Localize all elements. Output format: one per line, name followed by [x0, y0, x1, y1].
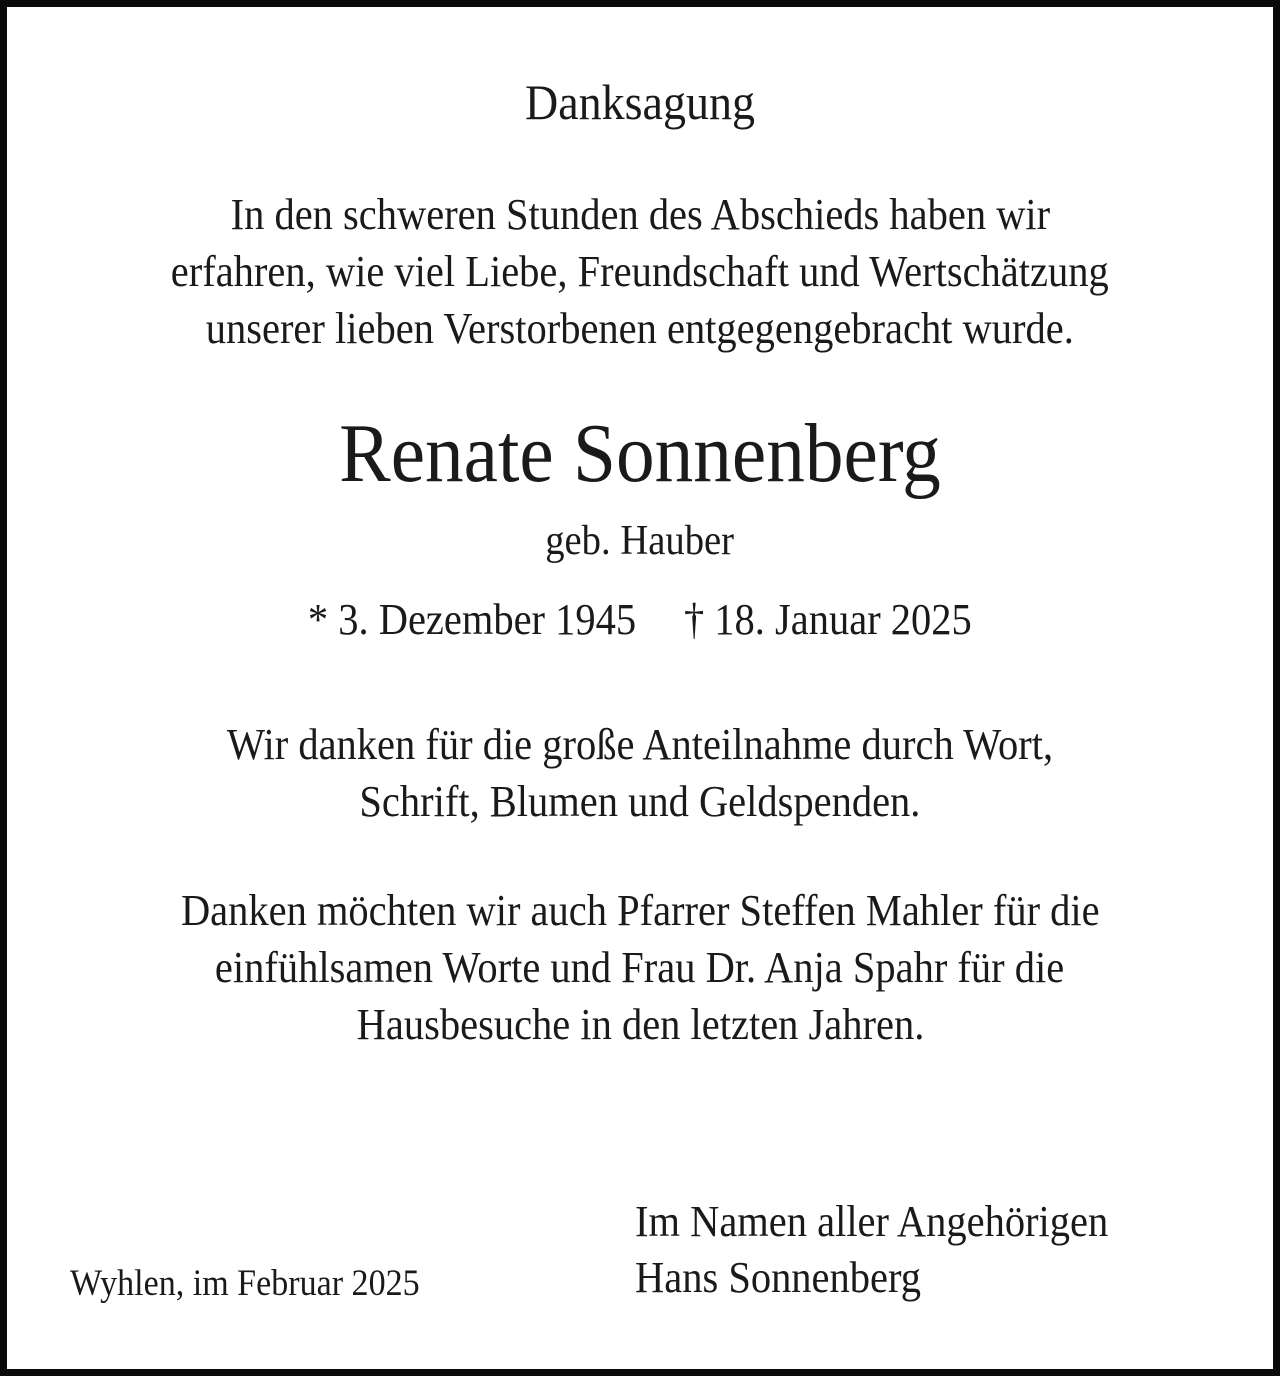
- life-dates: [0, 592, 1280, 648]
- birth-name-text: geb. Hauber: [545, 518, 735, 564]
- intro-paragraph: [0, 186, 1280, 357]
- intro-line: erfahren, wie viel Liebe, Freundschaft und Wertschätzung: [171, 247, 1109, 296]
- birth-date: * 3. Dezember 1945: [308, 595, 637, 644]
- thanks-line: Danken möchten wir auch Pfarrer Steffen Mahler für die: [180, 886, 1100, 935]
- title-text: Danksagung: [525, 74, 755, 130]
- intro-line: unserer lieben Verstorbenen entgegengebracht wurde.: [205, 304, 1075, 353]
- thanks-line: einfühlsamen Worte und Frau Dr. Anja Spahr für die: [215, 943, 1065, 992]
- place-date-text: Wyhlen, im Februar 2025: [70, 1263, 420, 1304]
- thanks-paragraph-2: [0, 882, 1280, 1053]
- deceased-name-text: Renate Sonnenberg: [339, 407, 941, 500]
- notice-title: [0, 72, 1280, 132]
- place-date: [70, 1260, 450, 1308]
- thanks-line: Hausbesuche in den letzten Jahren.: [356, 1000, 924, 1049]
- thanks-line: Wir danken für die große Anteilnahme durch Wort,: [226, 720, 1054, 769]
- signature-name: Hans Sonnenberg: [635, 1253, 921, 1302]
- thanks-paragraph-1: [0, 716, 1280, 830]
- death-date: † 18. Januar 2025: [684, 595, 972, 644]
- signature-line-1: Im Namen aller Angehörigen: [635, 1197, 1109, 1246]
- deceased-name: [0, 404, 1280, 504]
- intro-line: In den schweren Stunden des Abschieds haben wir: [230, 190, 1050, 239]
- thanks-line: Schrift, Blumen und Geldspenden.: [359, 777, 921, 826]
- signature-block: [635, 1194, 1149, 1306]
- birth-name: [0, 514, 1280, 568]
